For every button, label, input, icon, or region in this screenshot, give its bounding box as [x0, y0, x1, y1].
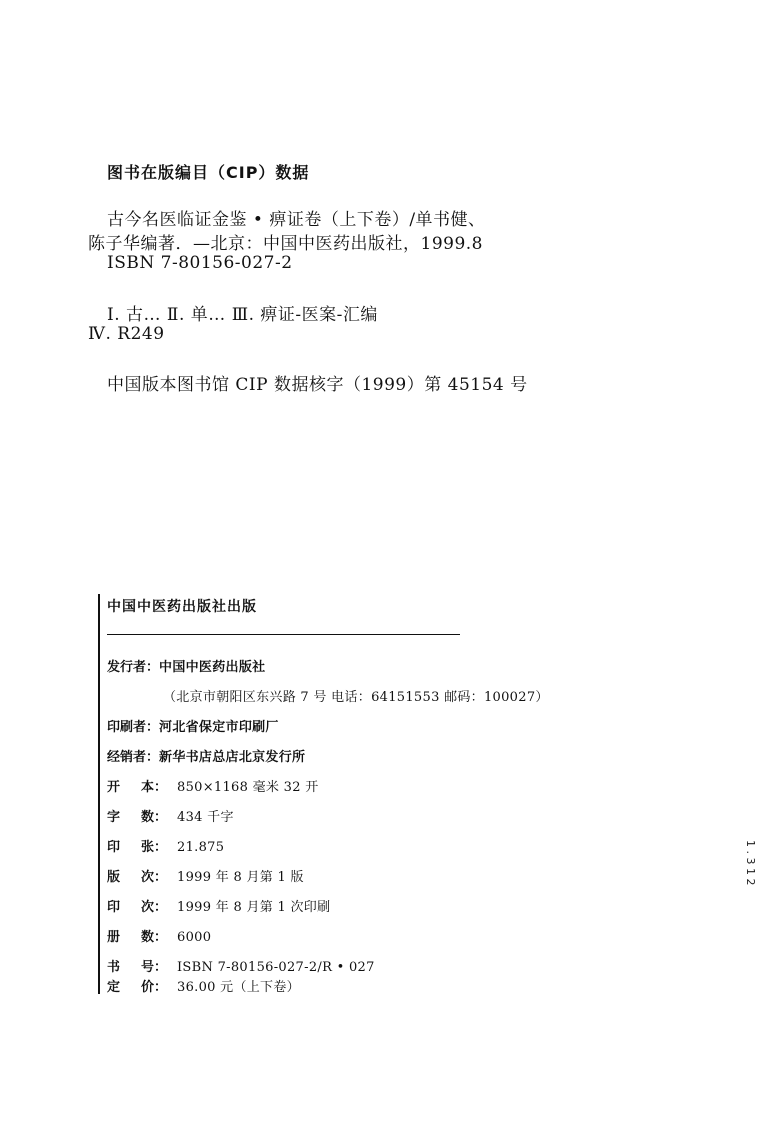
label-char: 册: [107, 930, 121, 945]
cip-classification-line: Ⅳ. R249: [88, 324, 165, 344]
colophon-row-seller: [107, 746, 305, 765]
cip-publisher-line: 陈子华编著．—北京：中国中医药出版社，1999.8: [88, 234, 483, 254]
row-value: 1999 年 8 月第 1 版: [177, 870, 304, 885]
colophon-row-price: [107, 976, 300, 995]
row-label: [107, 956, 177, 975]
row-value: 434 千字: [177, 810, 234, 825]
label-char: 次：: [141, 900, 168, 915]
label-char: 定: [107, 980, 121, 995]
row-value: 36.00 元（上下卷）: [177, 980, 300, 995]
row-label: [107, 896, 177, 915]
row-label: [107, 776, 177, 795]
row-label: 经销者：: [107, 750, 160, 765]
row-value: 河北省保定市印刷厂: [159, 720, 279, 735]
row-label: [107, 866, 177, 885]
label-char: 版: [107, 870, 121, 885]
row-label: [107, 836, 177, 855]
row-label: [107, 976, 177, 995]
row-value: 中国中医药出版社: [159, 660, 266, 675]
label-char: 号：: [141, 960, 168, 975]
row-label: [107, 806, 177, 825]
row-value: 850×1168 毫米 32 开: [177, 780, 319, 795]
colophon-row-format: [107, 776, 319, 795]
label-char: 开: [107, 780, 121, 795]
margin-handwritten-mark: 1 . 3 1 2: [744, 840, 757, 886]
row-value: 21.875: [177, 840, 225, 855]
colophon-row-edition: [107, 866, 304, 885]
label-char: 印: [107, 900, 121, 915]
row-value: （北京市朝阳区东兴路 7 号 电话：64151553 邮码：100027）: [163, 690, 549, 705]
cip-subject-line: Ⅰ. 古… Ⅱ. 单… Ⅲ. 痹证-医案-汇编: [107, 305, 378, 325]
colophon-row-book-number: [107, 956, 375, 975]
colophon-divider: [107, 634, 460, 635]
label-char: 张：: [141, 840, 168, 855]
colophon-row-address: [163, 686, 549, 705]
cip-verification-line: 中国版本图书馆 CIP 数据核字（1999）第 45154 号: [107, 375, 528, 395]
label-char: 数：: [141, 930, 168, 945]
label-char: 价：: [141, 980, 168, 995]
label-char: 数：: [141, 810, 168, 825]
label-char: 本：: [141, 780, 168, 795]
row-label: [107, 926, 177, 945]
label-char: 印: [107, 840, 121, 855]
label-char: 次：: [141, 870, 168, 885]
row-value: 1999 年 8 月第 1 次印刷: [177, 900, 331, 915]
row-value: 6000: [177, 930, 212, 945]
colophon-row-word-count: [107, 806, 234, 825]
label-char: 字: [107, 810, 121, 825]
colophon-row-copies: [107, 926, 211, 945]
row-label: 印刷者：: [107, 720, 160, 735]
cip-title-line: 古今名医临证金鉴 • 痹证卷（上下卷）/单书健、: [107, 210, 486, 230]
colophon-row-sheets: [107, 836, 224, 855]
colophon-row-printing: [107, 896, 330, 915]
colophon-row-distributor: [107, 656, 265, 675]
colophon-row-printer: [107, 716, 279, 735]
row-label: 发行者：: [107, 660, 160, 675]
cip-isbn-line: ISBN 7-80156-027-2: [107, 253, 293, 273]
row-value: ISBN 7-80156-027-2/R • 027: [177, 960, 375, 975]
label-char: 书: [107, 960, 121, 975]
cip-heading: 图书在版编目（CIP）数据: [107, 163, 310, 182]
colophon-heading: 中国中医药出版社出版: [107, 599, 257, 615]
row-value: 新华书店总店北京发行所: [159, 750, 306, 765]
colophon-left-border: [98, 594, 100, 994]
